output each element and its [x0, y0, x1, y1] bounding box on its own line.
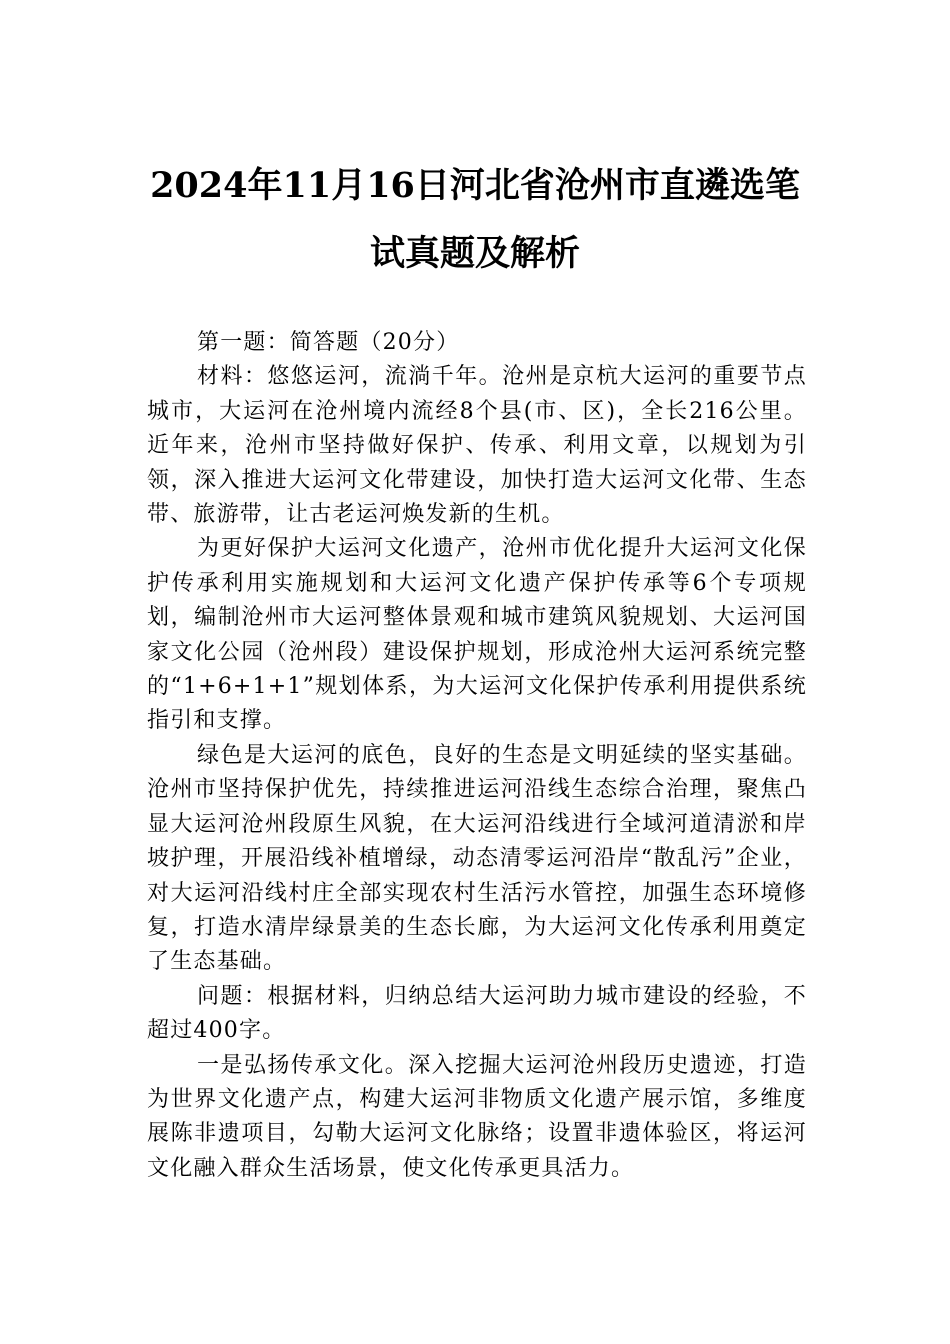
question-prompt: 问题：根据材料，归纳总结大运河助力城市建设的经验，不超过400字。: [147, 983, 807, 1044]
answer-paragraph-1: 一是弘扬传承文化。深入挖掘大运河沧州段历史遗迹，打造为世界文化遗产点，构建大运河非物质文化遗产展示馆，多维度展陈非遗项目，勾勒大运河文化脉络；设置非遗体验区，将运河文化融入群众生活场景，使文化传承更具活力。: [147, 1052, 807, 1181]
document-title-line-1: 2024年11月16日河北省沧州市直遴选笔: [150, 165, 800, 206]
document-title-line-2: 试真题及解析: [369, 233, 580, 274]
material-paragraph-1: 材料：悠悠运河，流淌千年。沧州是京杭大运河的重要节点城市，大运河在沧州境内流经8个县(市、区)，全长216公里。近年来，沧州市坚持做好保护、传承、利用文章，以规划为引领，深入推进大运河文化带建设，加快打造大运河文化带、生态带、旅游带，让古老运河焕发新的生机。: [147, 364, 807, 528]
material-paragraph-2: 为更好保护大运河文化遗产，沧州市优化提升大运河文化保护传承利用实施规划和大运河文化遗产保护传承等6个专项规划，编制沧州市大运河整体景观和城市建筑风貌规划、大运河国家文化公园（沧州段）建设保护规划，形成沧州大运河系统完整的“1+6+1+1”规划体系，为大运河文化保护传承利用提供系统指引和支撑。: [147, 536, 807, 734]
question-heading: 第一题：简答题（20分）: [197, 330, 460, 355]
material-paragraph-3: 绿色是大运河的底色，良好的生态是文明延续的坚实基础。沧州市坚持保护优先，持续推进运河沿线生态综合治理，聚焦凸显大运河沧州段原生风貌，在大运河沿线进行全域河道清淤和岸坡护理，开展沿线补植增绿，动态清零运河沿岸“散乱污”企业，对大运河沿线村庄全部实现农村生活污水管控，加强生态环境修复，打造水清岸绿景美的生态长廊，为大运河文化传承利用奠定了生态基础。: [147, 742, 807, 975]
document-body: [147, 326, 807, 1186]
